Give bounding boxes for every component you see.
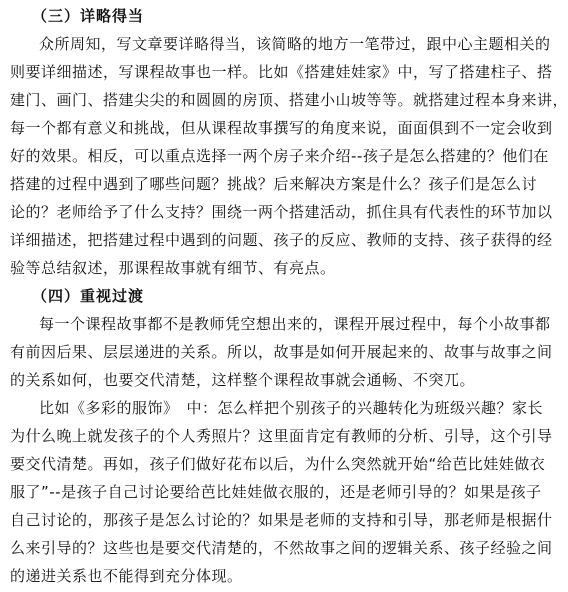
paragraph-line: 每一个课程故事都不是教师凭空想出来的，课程开展过程中，每个小故事都: [39, 315, 551, 333]
paragraph-line: 验等总结叙述，那课程故事就有细节、有亮点。: [10, 259, 336, 277]
paragraph-line: 比如《多彩的服饰》 中：怎么样把个别孩子的兴趣转化为班级兴趣？家长: [39, 399, 544, 417]
paragraph-line: 有前因后果、层层递进的关系。所以，故事是如何开展起来的、故事与故事之间: [10, 343, 553, 361]
paragraph-line: 众所周知，写文章要详略得当，该简略的地方一笔带过，跟中心主题相关的: [39, 35, 551, 53]
section-heading-3: （三）详略得当: [32, 7, 145, 25]
paragraph-line: 要交代清楚。再如，孩子们做好花布以后，为什么突然就开始“给芭比娃娃做衣: [10, 455, 546, 473]
paragraph-line: 每一个都有意义和挑战，但从课程故事撰写的角度来说，面面俱到不一定会收到: [10, 119, 553, 137]
paragraph-line: 论的？老师给予了什么支持？围绕一两个搭建活动，抓住具有代表性的环节加以: [10, 203, 553, 221]
paragraph-line: 自己讨论的，那孩子是怎么讨论的？如果是老师的支持和引导，那老师是根据什: [10, 511, 553, 529]
paragraph-line: 搭建的过程中遇到了哪些问题？挑战？后来解决方案是什么？孩子们是怎么讨: [10, 175, 538, 193]
paragraph-line: 好的效果。相反，可以重点选择一两个房子来介绍--孩子是怎么搭建的？他们在: [10, 147, 549, 165]
section-heading-4: （四）重视过渡: [32, 287, 145, 305]
paragraph-line: 详细描述，把搭建过程中遇到的问题、孩子的反应、教师的支持、孩子获得的经: [10, 231, 553, 249]
paragraph-line: 么来引导的？这些也是要交代清楚的，不然故事之间的逻辑关系、孩子经验之间: [10, 539, 553, 557]
paragraph-line: 建门、画门、搭建尖尖的和圆圆的房顶、搭建小山坡等等。就搭建过程本身来讲，: [10, 91, 568, 109]
paragraph-line: 的关系如何，也要交代清楚，这样整个课程故事就会通畅、不突兀。: [10, 371, 476, 389]
paragraph-line: 则要详细描述，写课程故事也一样。比如《搭建娃娃家》中，写了搭建柱子、搭: [10, 63, 553, 81]
paragraph-line: 服了”--是孩子自己讨论要给芭比娃娃做衣服的，还是老师引导的？如果是孩子: [10, 483, 542, 501]
paragraph-line: 为什么晚上就发孩子的个人秀照片？这里面肯定有教师的分析、引导，这个引导: [10, 427, 553, 445]
paragraph-line: 的递进关系也不能得到充分体现。: [10, 567, 243, 585]
